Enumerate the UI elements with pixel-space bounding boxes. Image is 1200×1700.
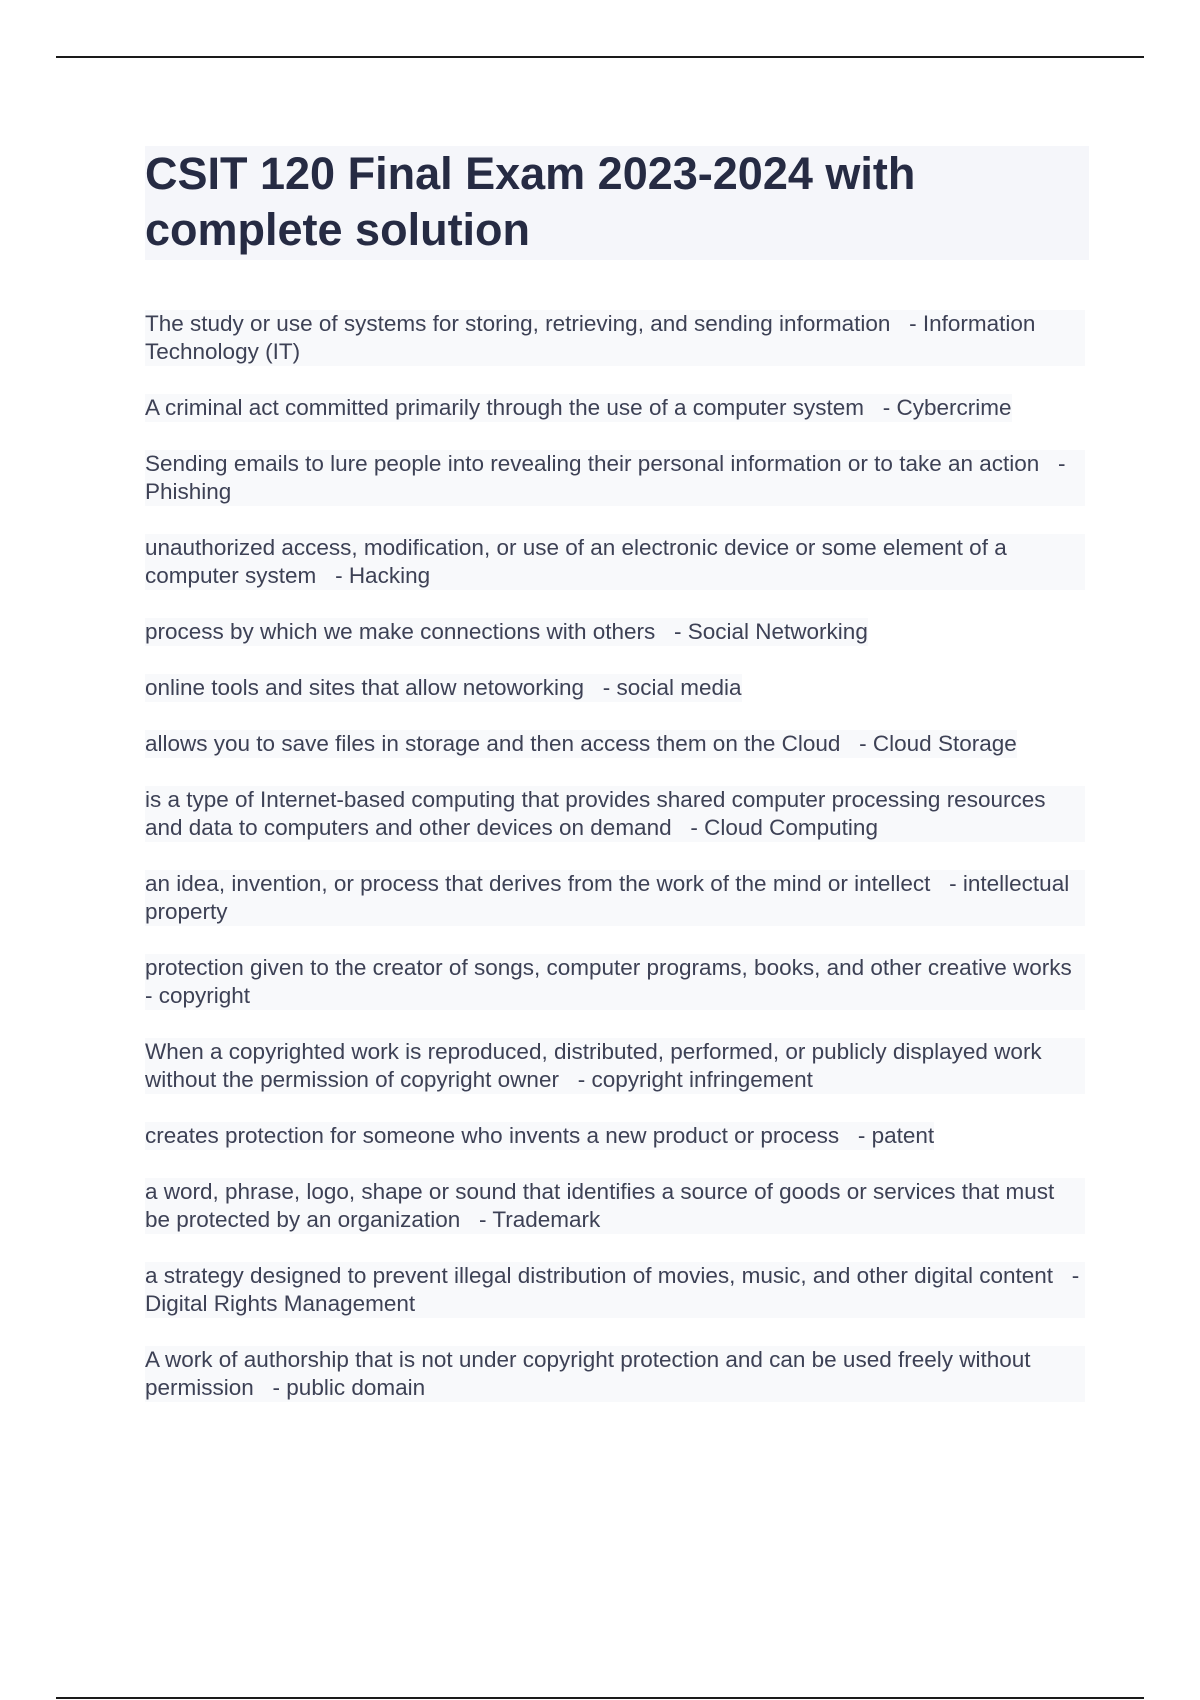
qa-definition: The study or use of systems for storing, retrieving, and sending information	[145, 311, 891, 336]
qa-entry: A criminal act committed primarily through the use of a computer system - Cybercrime	[145, 395, 1012, 420]
qa-definition: process by which we make connections with others	[145, 619, 656, 644]
qa-entry: a word, phrase, logo, shape or sound that identifies a source of goods or services that must be protected by an organization - Trademark	[145, 1178, 1085, 1234]
qa-term: Information Technology (IT)	[145, 311, 1036, 364]
qa-term: Trademark	[492, 1207, 601, 1232]
qa-term: Social Networking	[687, 619, 868, 644]
qa-definition: Sending emails to lure people into revealing their personal information or to take an action	[145, 451, 1040, 476]
qa-definition: a word, phrase, logo, shape or sound that identifies a source of goods or services that must be protected by an organization	[145, 1179, 1055, 1232]
title-block	[145, 146, 1089, 260]
qa-definition: When a copyrighted work is reproduced, distributed, performed, or publicly displayed work without the permission of copyright owner	[145, 1039, 1042, 1092]
qa-definition: creates protection for someone who invents a new product or process	[145, 1123, 840, 1148]
qa-definition: an idea, invention, or process that derives from the work of the mind or intellect	[145, 871, 931, 896]
qa-term: patent	[871, 1123, 935, 1148]
qa-entry: process by which we make connections with others - Social Networking	[145, 619, 868, 644]
qa-definition: unauthorized access, modification, or use of an electronic device or some element of a computer system	[145, 535, 1007, 588]
qa-entry: A work of authorship that is not under copyright protection and can be used freely without permission - public domain	[145, 1346, 1085, 1402]
qa-entry: an idea, invention, or process that derives from the work of the mind or intellect - intellectual property	[145, 870, 1085, 926]
qa-term: social media	[616, 675, 742, 700]
qa-entry: unauthorized access, modification, or use of an electronic device or some element of a computer system - Hacking	[145, 534, 1085, 590]
qa-entry: creates protection for someone who invents a new product or process - patent	[145, 1123, 935, 1148]
qa-definition: A work of authorship that is not under copyright protection and can be used freely without permission	[145, 1347, 1031, 1400]
qa-term: Cloud Storage	[872, 731, 1017, 756]
qa-term: copyright	[158, 983, 251, 1008]
qa-list	[145, 310, 1089, 1402]
qa-term: public domain	[286, 1375, 426, 1400]
qa-term: Cloud Computing	[704, 815, 878, 840]
qa-definition: online tools and sites that allow netoworking	[145, 675, 585, 700]
top-rule	[56, 56, 1144, 58]
qa-entry: When a copyrighted work is reproduced, distributed, performed, or publicly displayed work without the permission of copyright owner - copyright infringement	[145, 1038, 1085, 1094]
qa-entry: online tools and sites that allow netoworking - social media	[145, 675, 742, 700]
qa-entry: The study or use of systems for storing, retrieving, and sending information - Information Technology (IT)	[145, 310, 1085, 366]
qa-definition: is a type of Internet-based computing that provides shared computer processing resources and data to computers and other devices on demand	[145, 787, 1046, 840]
qa-definition: allows you to save files in storage and then access them on the Cloud	[145, 731, 841, 756]
qa-term: copyright infringement	[591, 1067, 813, 1092]
qa-term: Hacking	[348, 563, 431, 588]
qa-entry: Sending emails to lure people into revealing their personal information or to take an action - Phishing	[145, 450, 1085, 506]
document-title: CSIT 120 Final Exam 2023-2024 with complete solution	[145, 148, 916, 255]
qa-definition: A criminal act committed primarily through the use of a computer system	[145, 395, 865, 420]
qa-definition: protection given to the creator of songs, computer programs, books, and other creative works	[145, 955, 1072, 980]
qa-term: Phishing	[145, 479, 232, 504]
bottom-rule	[56, 1697, 1144, 1699]
document-content	[145, 146, 1089, 1430]
qa-term: Cybercrime	[896, 395, 1012, 420]
qa-term: intellectual property	[145, 871, 1070, 924]
qa-term: Digital Rights Management	[145, 1291, 416, 1316]
qa-definition: a strategy designed to prevent illegal distribution of movies, music, and other digital content	[145, 1263, 1054, 1288]
qa-entry: is a type of Internet-based computing that provides shared computer processing resources and data to computers and other devices on demand - Cloud Computing	[145, 786, 1085, 842]
qa-entry: allows you to save files in storage and then access them on the Cloud - Cloud Storage	[145, 731, 1017, 756]
qa-entry: protection given to the creator of songs, computer programs, books, and other creative works - copyright	[145, 955, 1091, 1008]
qa-entry: a strategy designed to prevent illegal distribution of movies, music, and other digital content - Digital Rights Management	[145, 1263, 1086, 1316]
